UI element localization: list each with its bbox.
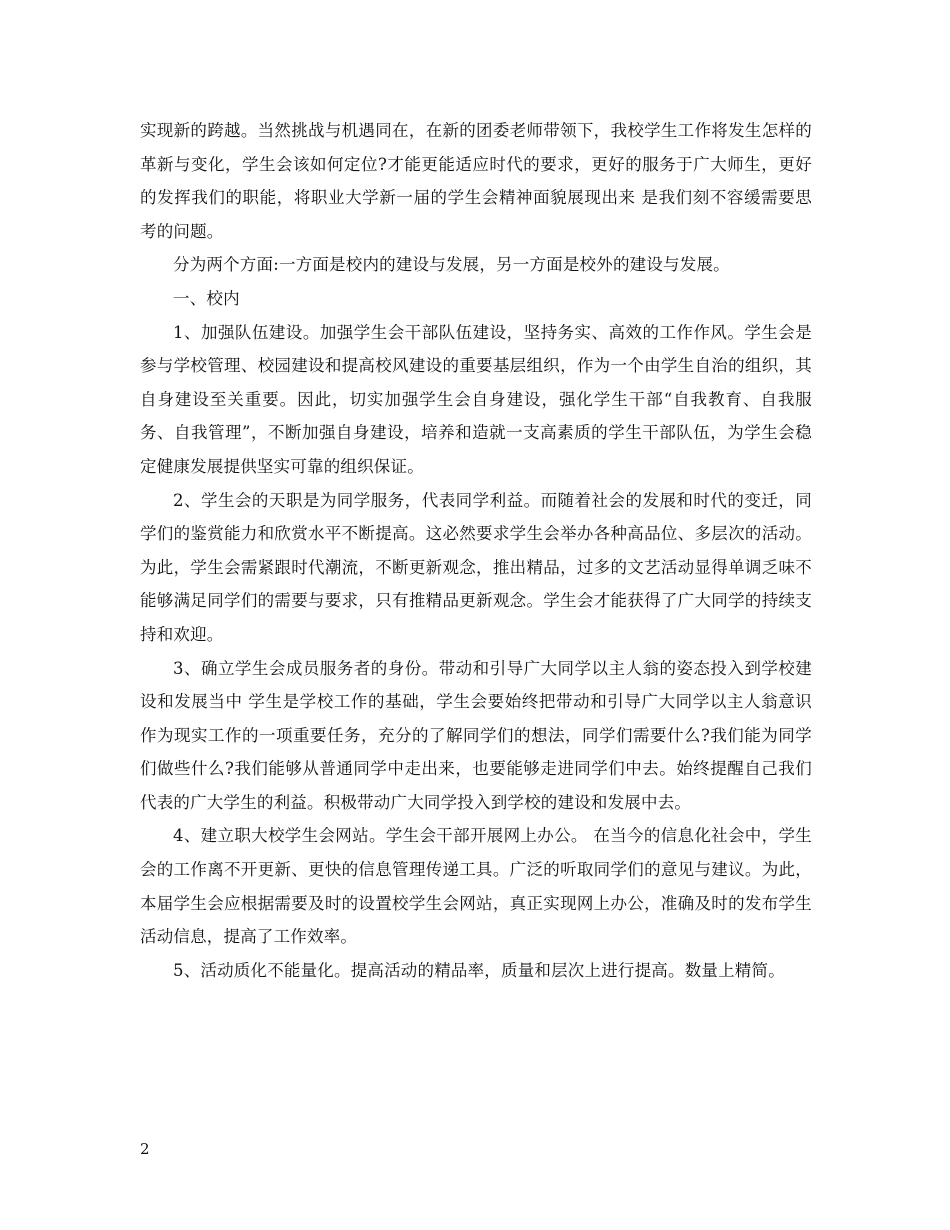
paragraph-item-4-website: 4、建立职大校学生会网站。学生会干部开展网上办公。 在当今的信息化社会中，学生会的工作离不开更新、更快的信息管理传递工具。广泛的听取同学们的意见与建议。为此，本届学生会应根据需要及时的设置校学生会网站，真正实现网上办公，准确及时的发布学生活动信息，提高了工作效率。 [140,826,812,947]
paragraph-item-5-activity-quality: 5、活动质化不能量化。提高活动的精品率，质量和层次上进行提高。数量上精简。 [173,960,785,980]
paragraph-item-2-serve-students: 2、学生会的天职是为同学服务，代表同学利益。而随着社会的发展和时代的变迁，同学们的鉴赏能力和欣赏水平不断提高。这必然要求学生会举办各种高品位、多层次的活动。为此，学生会需紧跟时代潮流，不断更新观念，推出精品，过多的文艺活动显得单调乏味不能够满足同学们的需要与要求，只有推精品更新观念。学生会才能获得了广大同学的持续支持和欢迎。 [140,490,812,644]
document-body [140,114,812,987]
section-heading-on-campus: 一、校内 [173,288,240,308]
page-number: 2 [140,1140,150,1158]
paragraph-two-aspects: 分为两个方面:一方面是校内的建设与发展，另一方面是校外的建设与发展。 [173,255,730,275]
paragraph-intro-continuation: 实现新的跨越。当然挑战与机遇同在，在新的团委老师带领下，我校学生工作将发生怎样的革新与变化，学生会该如何定位?才能更能适应时代的要求，更好的服务于广大师生，更好的发挥我们的职能，将职业大学新一届的学生会精神面貌展现出来 是我们刻不容缓需要思考的问题。 [140,121,812,241]
paragraph-item-3-service-identity: 3、确立学生会成员服务者的身份。带动和引导广大同学以主人翁的姿态投入到学校建设和发展当中 学生是学校工作的基础，学生会要始终把带动和引导广大同学以主人翁意识作为现实工作的一项重要任务，充分的了解同学们的想法，同学们需要什么?我们能为同学们做些什么?我们能够从普通同学中走出来，也要能够走进同学们中去。始终提醒自己我们代表的广大学生的利益。积极带动广大同学投入到学校的建设和发展中去。 [140,658,812,812]
paragraph-item-1-team-building: 1、加强队伍建设。加强学生会干部队伍建设，坚持务实、高效的工作作风。学生会是参与学校管理、校园建设和提高校风建设的重要基层组织，作为一个由学生自治的组织，其自身建设至关重要。因此，切实加强学生会自身建设，强化学生干部“自我教育、自我服务、自我管理”，不断加强自身建设，培养和造就一支高素质的学生干部队伍，为学生会稳定健康发展提供坚实可靠的组织保证。 [140,322,812,476]
